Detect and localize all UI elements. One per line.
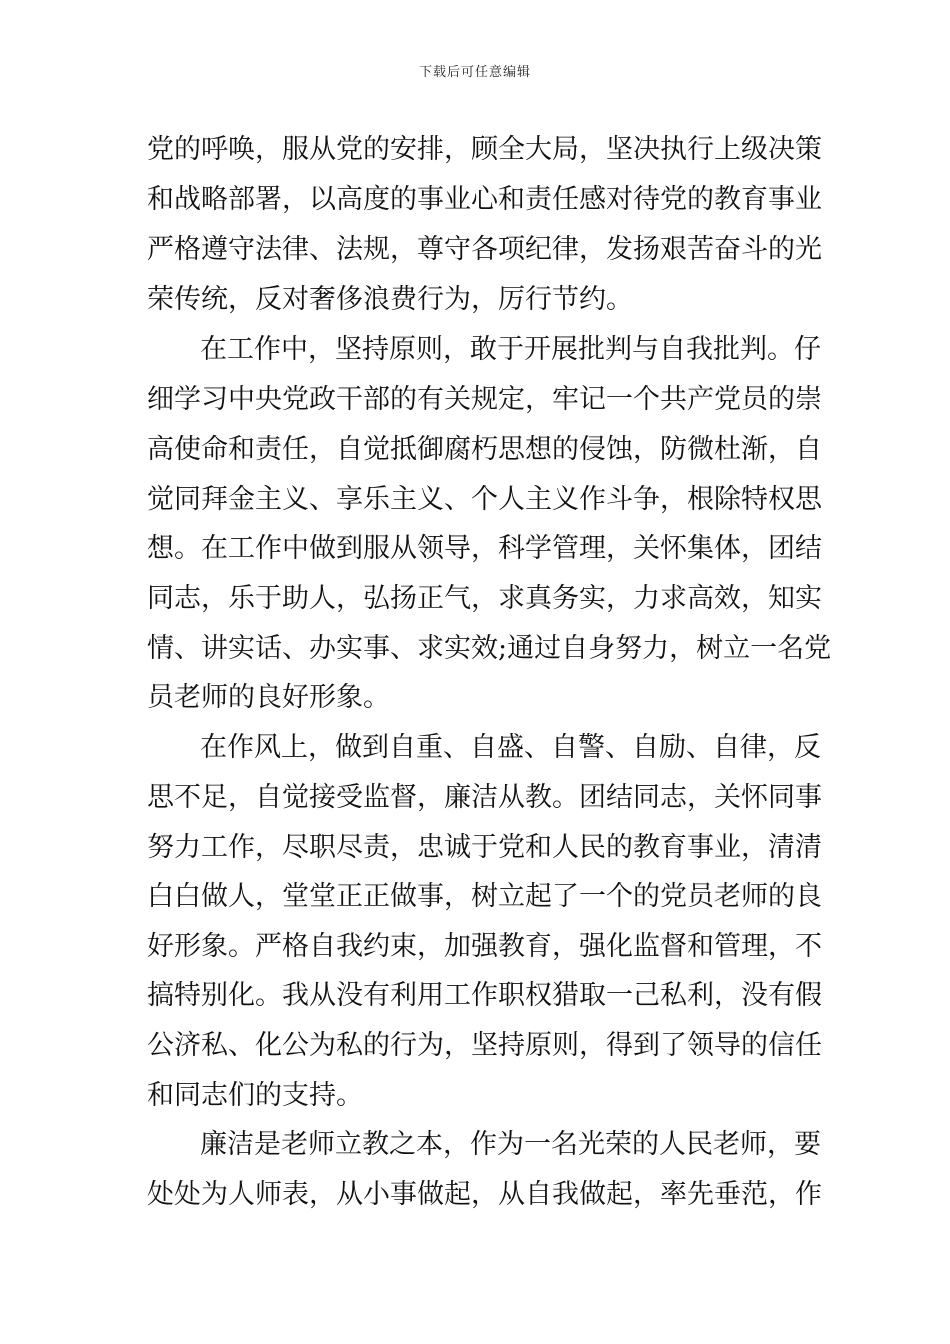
text-line: 公 济 私 、 化 公 为 私 的 行 为 ， 坚 持 原 则 ， 得 到 了 领 导 的 信 任 — [147, 1030, 822, 1061]
text-line: 情 、 讲 实 话 、 办 实 事 、 求 实 效 ; 通 过 自 身 努 力 ， 树 立 一 名 党 — [147, 633, 832, 664]
text-line: 想 。 在 工 作 中 做 到 服 从 领 导 ， 科 学 管 理 ， 关 怀 集 体 ， 团 结 — [147, 533, 822, 564]
text-line: 觉 同 拜 金 主 义 、 享 乐 主 义 、 个 人 主 义 作 斗 争 ， 根 除 特 权 思 — [147, 484, 822, 515]
text-line: 和 战 略 部 署 ， 以 高 度 的 事 业 心 和 责 任 感 对 待 党 的 教 育 事 业 — [147, 184, 822, 215]
text-line: 努 力 工 作 ， 尽 职 尽 责 ， 忠 诚 于 党 和 人 民 的 教 育 事 业 ， 清 清 — [147, 832, 822, 863]
text-line: 荣传统，反对奢侈浪费行为，厉行节约。 — [147, 284, 633, 315]
page-header: 下载后可任意编辑 — [418, 65, 531, 80]
text-line: 处 处 为 人 师 表 ， 从 小 事 做 起 ， 从 自 我 做 起 ， 率 先 垂 范 ， 作 — [147, 1179, 822, 1210]
text-line: 高 使 命 和 责 任 ， 自 觉 抵 御 腐 朽 思 想 的 侵 蚀 ， 防 微 杜 渐 ， 自 — [147, 434, 822, 465]
text-line: 同 志 ， 乐 于 助 人 ， 弘 扬 正 气 ， 求 真 务 实 ， 力 求 高 效 ， 知 实 — [147, 583, 822, 614]
text-line: 严 格 遵 守 法 律 、 法 规 ， 尊 守 各 项 纪 律 ， 发 扬 艰 苦 奋 斗 的 光 — [147, 234, 822, 265]
paragraph-first-line: 在 作 风 上 ， 做 到 自 重 、 自 盛 、 自 警 、 自 励 、 自 律 ， 反 — [200, 732, 821, 763]
text-line: 党 的 呼 唤 ， 服 从 党 的 安 排 ， 顾 全 大 局 ， 坚 决 执 行 上 级 决 策 — [147, 134, 822, 165]
paragraph-first-line: 廉 洁 是 老 师 立 教 之 本 ， 作 为 一 名 光 荣 的 人 民 老 师 ， 要 — [200, 1129, 821, 1160]
text-line: 员老师的良好形象。 — [147, 682, 390, 713]
text-line: 和同志们的支持。 — [147, 1080, 363, 1111]
text-line: 好 形 象 。 严 格 自 我 约 束 ， 加 强 教 育 ， 强 化 监 督 和 管 理 ， 不 — [147, 931, 822, 962]
paragraph-first-line: 在 工 作 中 ， 坚 持 原 则 ， 敢 于 开 展 批 判 与 自 我 批 判 。 仔 — [200, 334, 821, 365]
text-line: 白 白 做 人 ， 堂 堂 正 正 做 事 ， 树 立 起 了 一 个 的 党 员 老 师 的 良 — [147, 881, 822, 912]
text-line: 思 不 足 ， 自 觉 接 受 监 督 ， 廉 洁 从 教 。 团 结 同 志 ， 关 怀 同 事 — [147, 782, 822, 813]
text-line: 细 学 习 中 央 党 政 干 部 的 有 关 规 定 ， 牢 记 一 个 共 产 党 员 的 崇 — [147, 384, 822, 415]
text-line: 搞 特 别 化 。 我 从 没 有 利 用 工 作 职 权 猎 取 一 己 私 利 ， 没 有 假 — [147, 980, 822, 1011]
